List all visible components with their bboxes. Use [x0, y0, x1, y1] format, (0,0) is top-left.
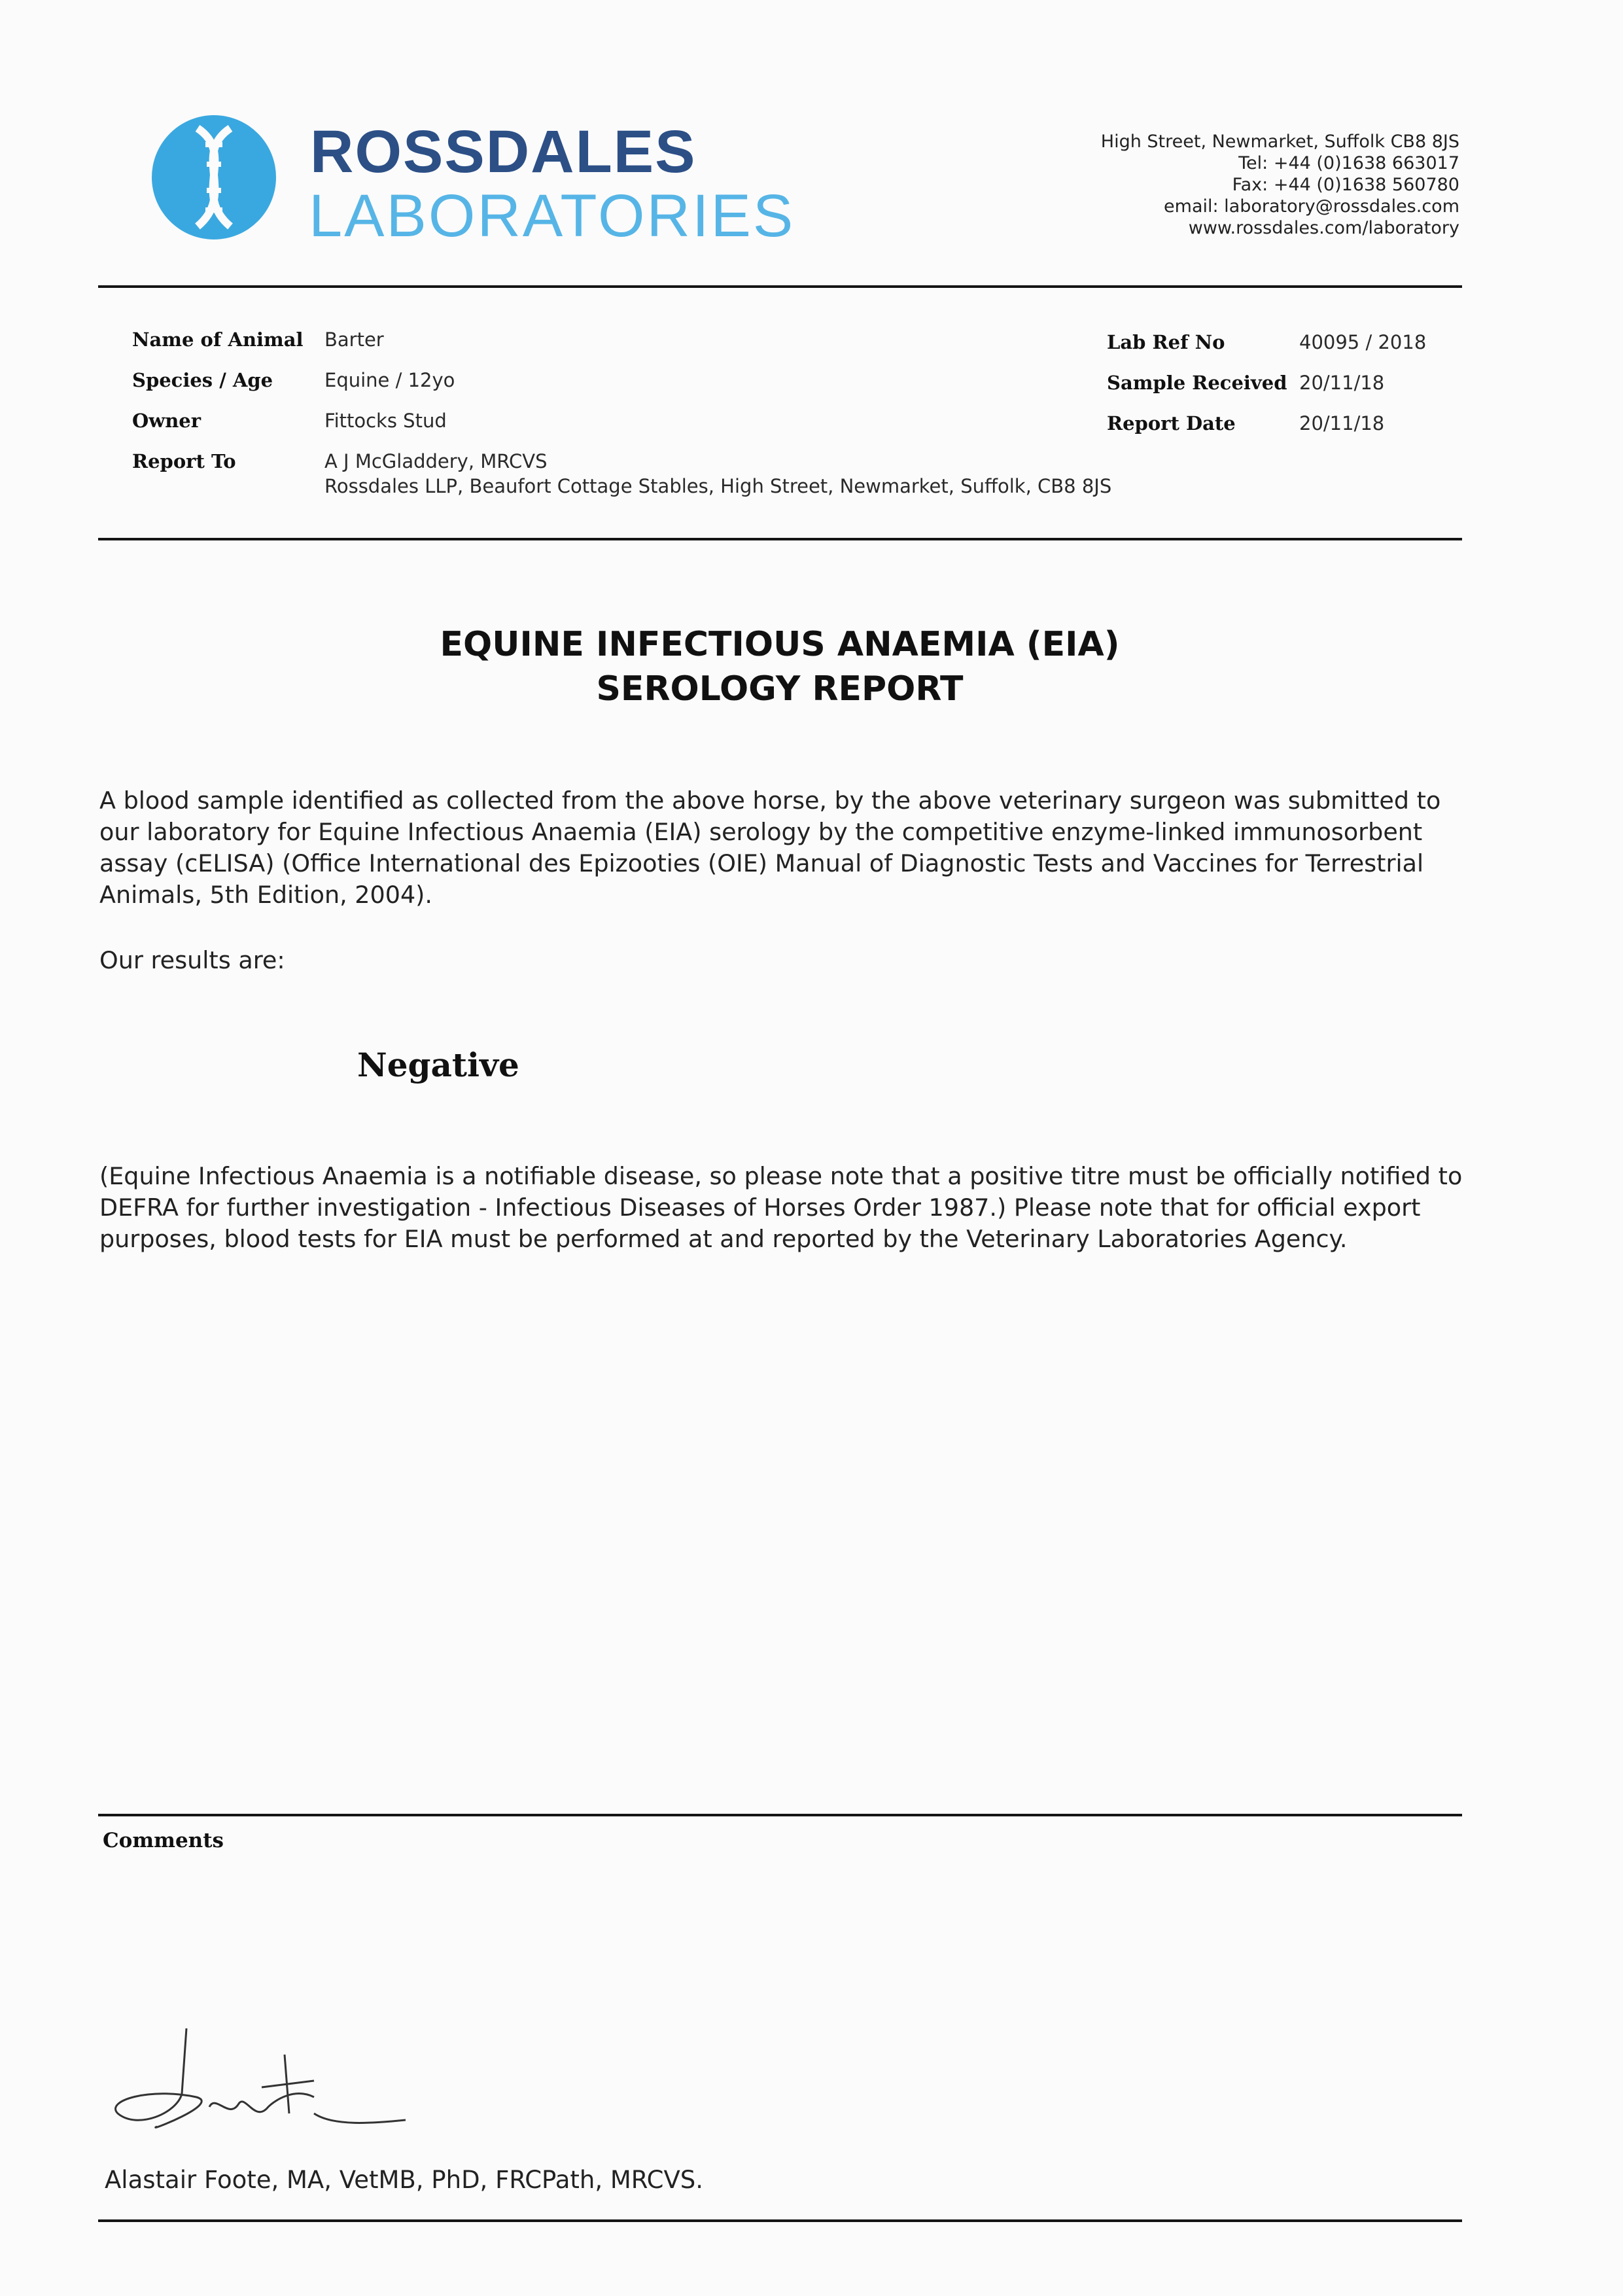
logo-subtitle: LABORATORIES [309, 183, 795, 249]
species-value: Equine / 12yo [324, 369, 455, 391]
test-result: Negative [357, 1046, 519, 1084]
logo-title: ROSSDALES [310, 118, 697, 185]
owner-value: Fittocks Stud [324, 410, 447, 432]
intro-paragraph: A blood sample identified as collected from the above horse, by the above veterinary surgeon was submitted to our laboratory for Equine Infectious Anaemia (EIA) serology by the competitive enzyme-linked immunosorbent assay (cELISA) (Office International des Epizooties (OIE) Manual of Diagnostic Tests and Vaccines for Terrestrial Animals, 5th Edition, 2004). [99, 786, 1441, 909]
address-tel: Tel: +44 (0)1638 663017 [1238, 153, 1459, 173]
lab-address [1101, 131, 1459, 239]
lab-ref-label: Lab Ref No [1107, 331, 1225, 353]
comments-label: Comments [103, 1829, 224, 1852]
address-street: High Street, Newmarket, Suffolk CB8 8JS [1100, 132, 1459, 152]
report-date-label: Report Date [1107, 412, 1236, 434]
dna-helix-icon [152, 115, 276, 239]
sample-received-value: 20/11/18 [1299, 372, 1385, 394]
report-date-value: 20/11/18 [1299, 412, 1385, 434]
footer-divider [98, 2219, 1462, 2222]
results-intro: Our results are: [99, 946, 285, 974]
owner-label: Owner [132, 410, 201, 432]
signature [98, 2015, 464, 2146]
report-to-name: A J McGladdery, MRCVS [324, 450, 548, 472]
details-divider [98, 538, 1462, 540]
name-value: Barter [324, 328, 384, 351]
report-to-label: Report To [132, 450, 236, 472]
name-label: Name of Animal [132, 328, 304, 351]
address-email[interactable]: email: laboratory@rossdales.com [1164, 196, 1459, 217]
sample-received-label: Sample Received [1107, 372, 1287, 394]
header-divider [98, 285, 1462, 288]
address-fax: Fax: +44 (0)1638 560780 [1232, 175, 1459, 195]
report-to-address: Rossdales LLP, Beaufort Cottage Stables, High Street, Newmarket, Suffolk, CB8 8JS [324, 475, 1112, 497]
report-title: EQUINE INFECTIOUS ANAEMIA (EIA) [440, 625, 1120, 664]
comments-divider [98, 1814, 1462, 1816]
species-label: Species / Age [132, 369, 273, 391]
notifiable-note: (Equine Infectious Anaemia is a notifiable disease, so please note that a positive titre must be officially notified to DEFRA for further investigation - Infectious Diseases of Horses Order 1987.) Please note that for official export purposes, blood tests for EIA must be performed at and reported by the Veterinary Laboratories Agency. [99, 1162, 1463, 1253]
address-website[interactable]: www.rossdales.com/laboratory [1188, 218, 1459, 238]
lab-ref-value: 40095 / 2018 [1299, 331, 1427, 353]
report-subtitle: SEROLOGY REPORT [596, 669, 964, 709]
signatory-name: Alastair Foote, MA, VetMB, PhD, FRCPath, MRCVS. [105, 2166, 704, 2194]
